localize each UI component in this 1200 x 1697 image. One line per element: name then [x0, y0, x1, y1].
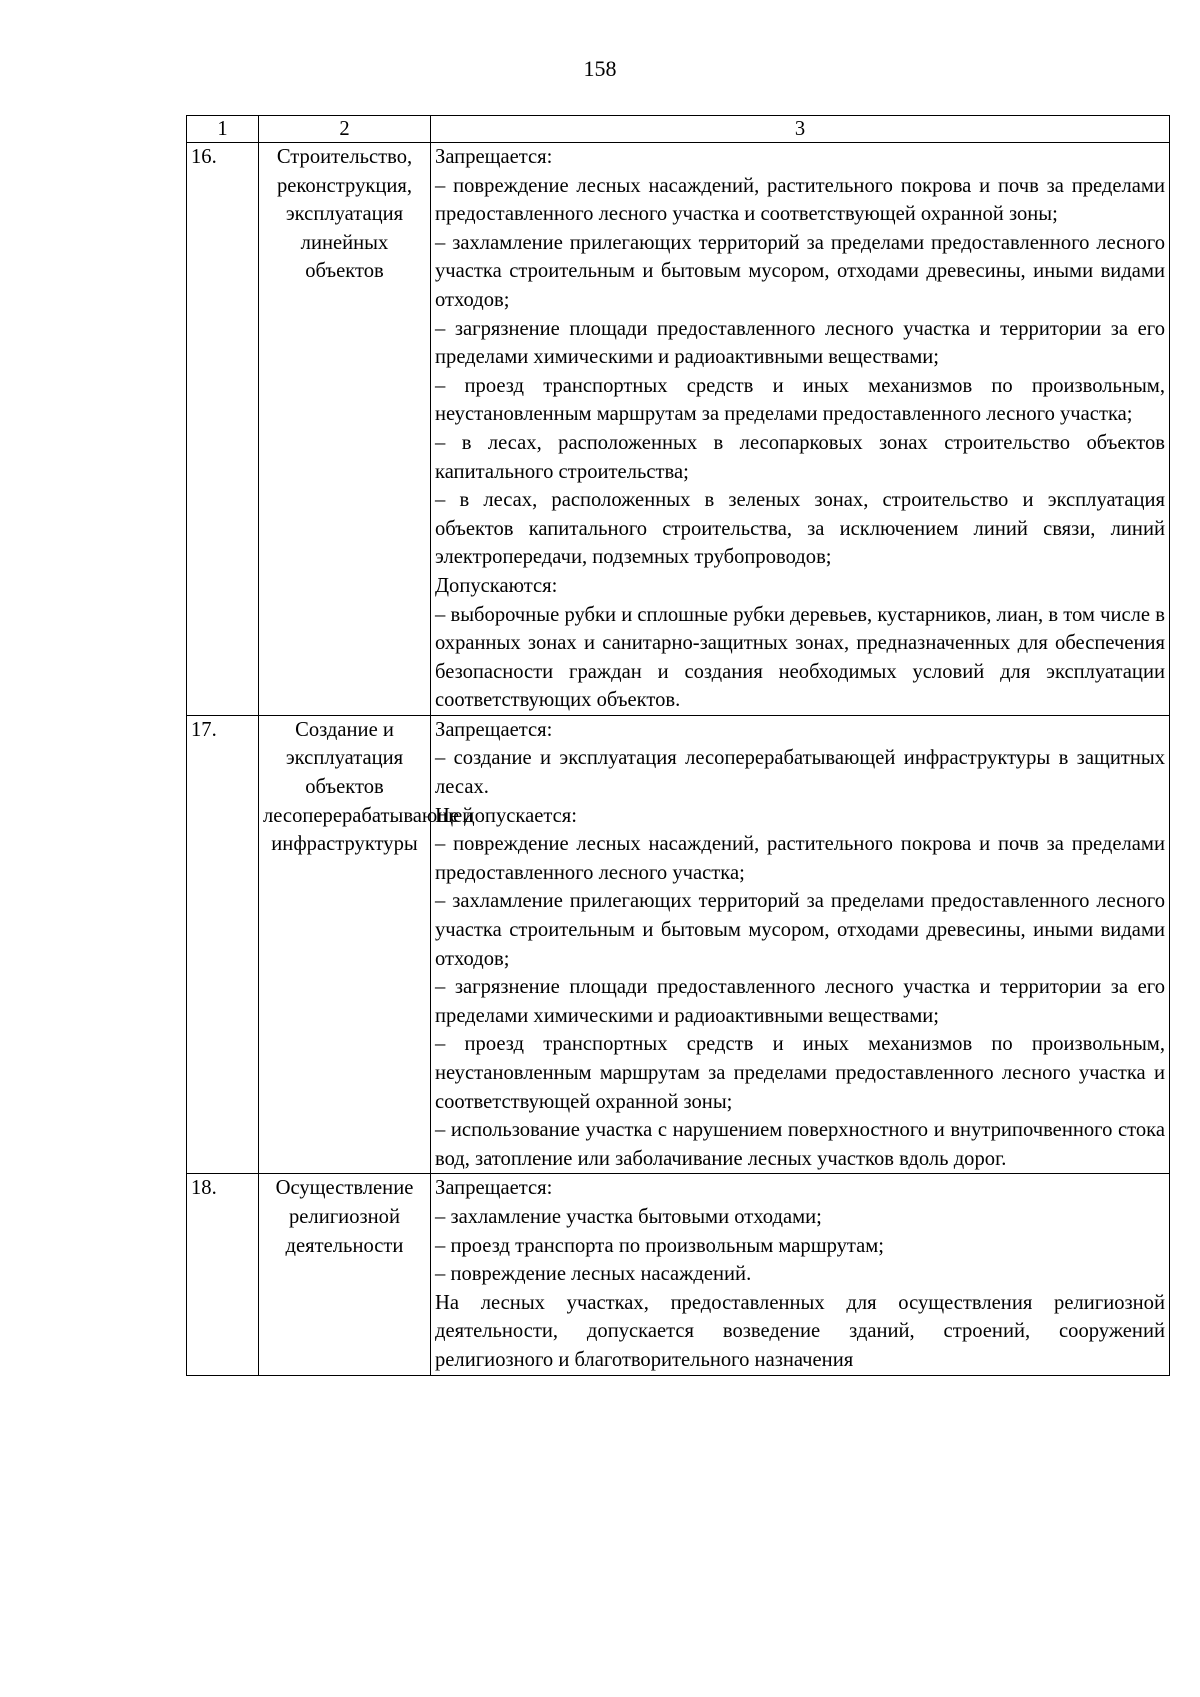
requirement-item: – захламление участка бытовыми отходами;: [435, 1205, 822, 1228]
row-number: 17.: [187, 715, 259, 1174]
page-number: 158: [583, 56, 617, 81]
requirement-item: – использование участка с нарушением поверхностного и внутрипочвенного стока вод, затопление или заболачивание лесных участков вдоль дорог.: [435, 1119, 1165, 1170]
section-label: Запрещается:: [435, 718, 553, 741]
requirement-item: – выборочные рубки и сплошные рубки деревьев, кустарников, лиан, в том числе в охранных зонах и санитарно-защитных зонах, предназначенных для обеспечения безопасности граждан и создания необходимых условий для эксплуатации соответствующих объектов.: [435, 603, 1165, 712]
activity-name: Строительство, реконструкция, эксплуатация линейных объектов: [259, 143, 431, 716]
header-cell-col-1: 1: [187, 116, 259, 143]
requirement-note: На лесных участках, предоставленных для осуществления религиозной деятельности, допускается возведение зданий, строений, сооружений религиозного и благотворительного назначения: [435, 1291, 1165, 1371]
section-label: Допускаются:: [435, 574, 558, 597]
table-row: [187, 143, 1170, 716]
row-number: 16.: [187, 143, 259, 716]
header-cell-col-3: 3: [431, 116, 1170, 143]
table-row: [187, 1174, 1170, 1375]
section-label: Запрещается:: [435, 1177, 553, 1200]
requirement-item: – создание и эксплуатация лесоперерабатывающей инфраструктуры в защитных лесах.: [435, 747, 1165, 799]
requirement-item: – повреждение лесных насаждений, растительного покрова и почв за пределами предоставленного лесного участка и соответствующей охранной зоны;: [435, 174, 1165, 226]
requirement-item: – загрязнение площади предоставленного лесного участка и территории за его пределами химическими и радиоактивными веществами;: [435, 317, 1165, 369]
activity-name: Осуществление религиозной деятельности: [259, 1174, 431, 1375]
requirement-item: – в лесах, расположенных в лесопарковых зонах строительство объектов капитального строительства;: [435, 431, 1165, 483]
requirements-cell: [431, 715, 1170, 1174]
requirement-item: – повреждение лесных насаждений, растительного покрова и почв за пределами предоставленного лесного участка;: [435, 833, 1165, 884]
requirements-cell: [431, 1174, 1170, 1375]
requirement-item: – проезд транспорта по произвольным маршрутам;: [435, 1234, 885, 1257]
row-number: 18.: [187, 1174, 259, 1375]
header-cell-col-2: 2: [259, 116, 431, 143]
requirement-item: – захламление прилегающих территорий за пределами предоставленного лесного участка строительным и бытовым мусором, отходами древесины, иными видами отходов;: [435, 231, 1165, 311]
table-row: [187, 715, 1170, 1174]
section-label: Не допускается:: [435, 804, 577, 827]
regulations-table: [186, 115, 1170, 1376]
requirement-item: – загрязнение площади предоставленного лесного участка и территории за его пределами химическими и радиоактивными веществами;: [435, 976, 1165, 1027]
requirement-item: – повреждение лесных насаждений.: [435, 1263, 752, 1286]
requirements-cell: [431, 143, 1170, 716]
section-label: Запрещается:: [435, 146, 553, 168]
requirement-item: – захламление прилегающих территорий за пределами предоставленного лесного участка строительным и бытовым мусором, отходами древесины, иными видами отходов;: [435, 890, 1165, 970]
activity-name: Создание и эксплуатация объектов лесоперерабатывающей инфраструктуры: [259, 715, 431, 1174]
requirement-item: – в лесах, расположенных в зеленых зонах, строительство и эксплуатация объектов капитального строительства, за исключением линий связи, линий электропередачи, подземных трубопроводов;: [435, 489, 1165, 569]
table-header-row: [187, 116, 1170, 143]
requirement-item: – проезд транспортных средств и иных механизмов по произвольным, неустановленным маршрутам за пределами предоставленного лесного участка;: [435, 374, 1165, 426]
requirement-item: – проезд транспортных средств и иных механизмов по произвольным, неустановленным маршрутам за пределами предоставленного лесного участка и соответствующей охранной зоны;: [435, 1033, 1165, 1113]
